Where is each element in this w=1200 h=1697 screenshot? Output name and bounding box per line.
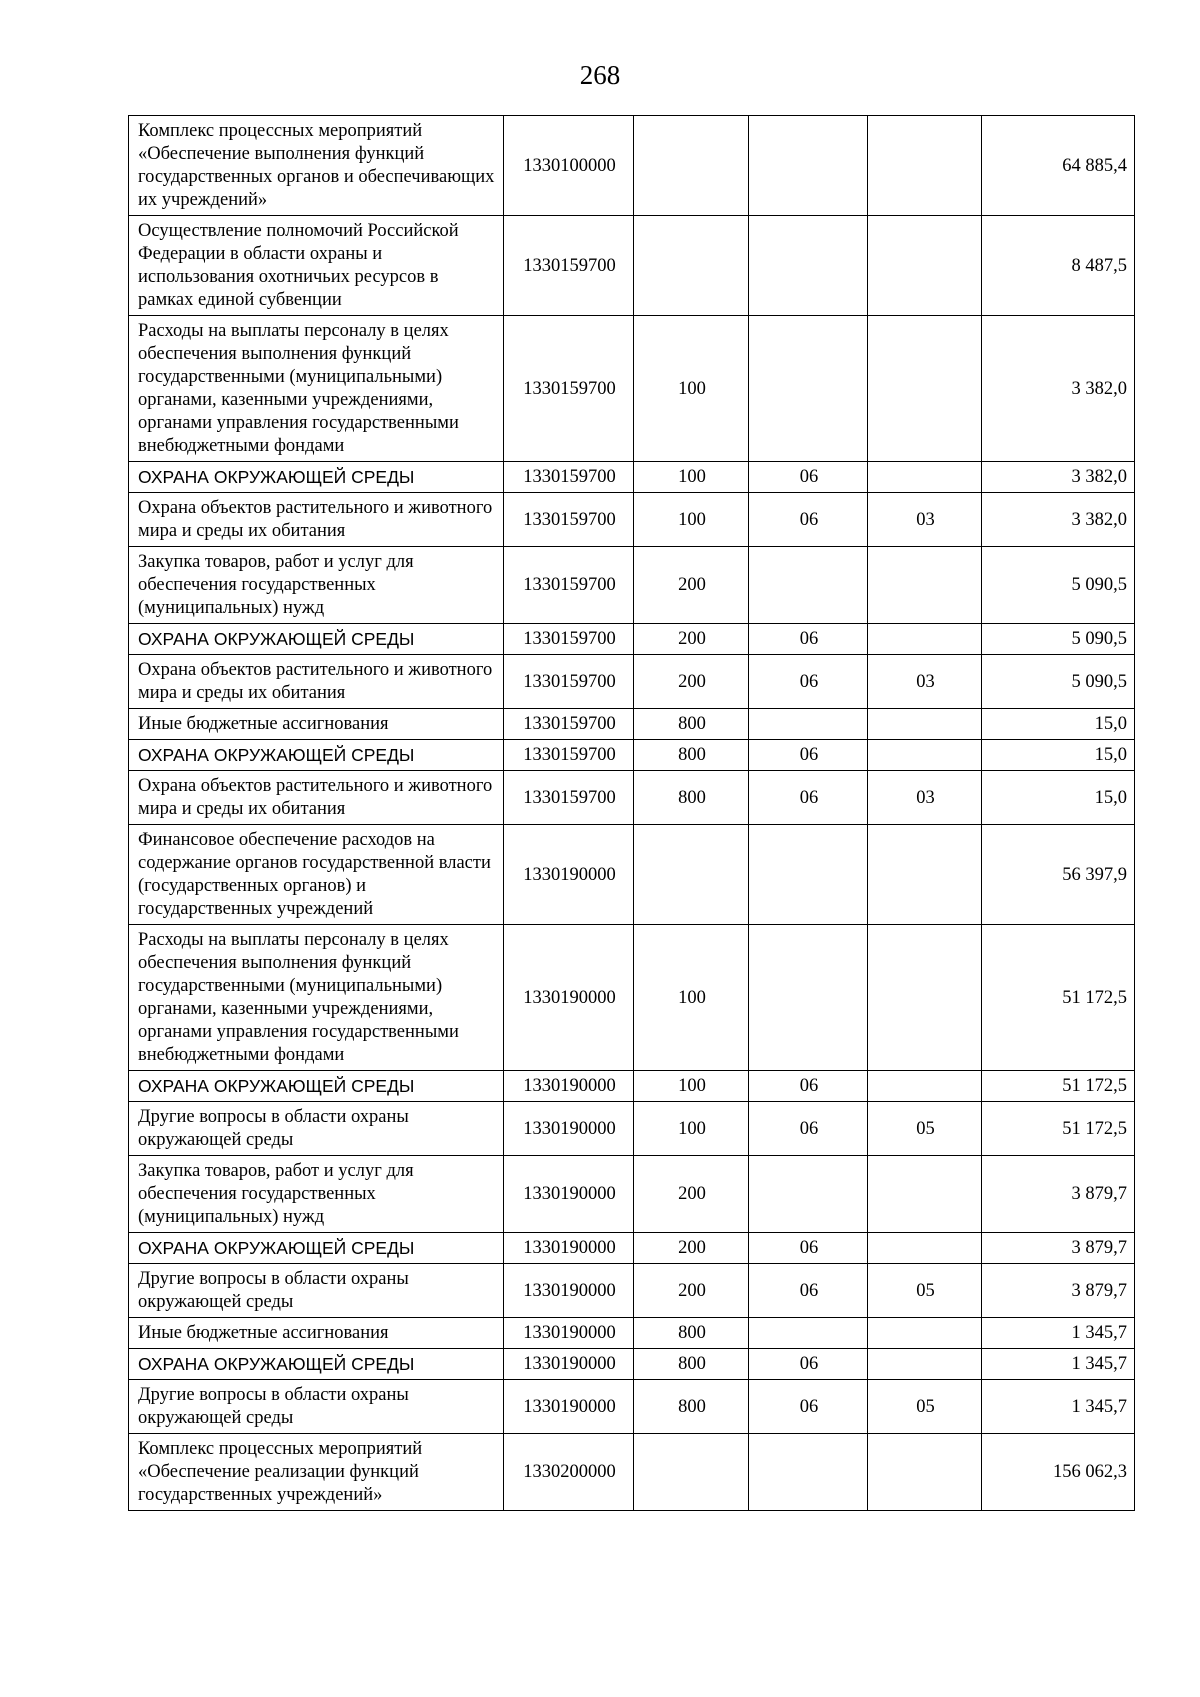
row-amount-cell: 1 345,7 — [982, 1380, 1135, 1434]
row-code-cell: 1330159700 — [504, 547, 634, 624]
row-code-cell: 1330159700 — [504, 493, 634, 547]
row-subsection-cell — [868, 740, 982, 771]
table-row — [129, 1102, 1135, 1156]
row-subsection-cell: 03 — [868, 655, 982, 709]
row-subsection-cell — [868, 1071, 982, 1102]
row-amount-cell: 51 172,5 — [982, 1071, 1135, 1102]
table-row — [129, 1380, 1135, 1434]
row-expense-type-cell: 100 — [634, 1071, 749, 1102]
row-section-cell — [749, 316, 868, 462]
table-row — [129, 1264, 1135, 1318]
row-amount-cell: 51 172,5 — [982, 1102, 1135, 1156]
row-section-cell: 06 — [749, 740, 868, 771]
row-section-cell — [749, 547, 868, 624]
table-row — [129, 547, 1135, 624]
row-code-cell: 1330159700 — [504, 709, 634, 740]
row-expense-type-cell — [634, 825, 749, 925]
table-row — [129, 624, 1135, 655]
row-subsection-cell: 05 — [868, 1102, 982, 1156]
row-name-cell: Другие вопросы в области охраны окружающей среды — [129, 1102, 504, 1156]
row-amount-cell: 1 345,7 — [982, 1318, 1135, 1349]
row-subsection-cell — [868, 462, 982, 493]
row-code-cell: 1330190000 — [504, 1156, 634, 1233]
row-amount-cell: 1 345,7 — [982, 1349, 1135, 1380]
row-expense-type-cell: 100 — [634, 316, 749, 462]
row-subsection-cell — [868, 1434, 982, 1511]
row-amount-cell: 56 397,9 — [982, 825, 1135, 925]
row-name-cell: Охрана объектов растительного и животного мира и среды их обитания — [129, 493, 504, 547]
row-name-cell: Охрана объектов растительного и животного мира и среды их обитания — [129, 655, 504, 709]
row-name-cell: ОХРАНА ОКРУЖАЮЩЕЙ СРЕДЫ — [129, 1233, 504, 1264]
row-amount-cell: 51 172,5 — [982, 925, 1135, 1071]
row-section-cell: 06 — [749, 1380, 868, 1434]
row-subsection-cell — [868, 547, 982, 624]
table-row — [129, 740, 1135, 771]
table-row — [129, 1233, 1135, 1264]
row-expense-type-cell: 800 — [634, 1349, 749, 1380]
row-expense-type-cell: 200 — [634, 1264, 749, 1318]
row-section-cell: 06 — [749, 493, 868, 547]
row-expense-type-cell: 100 — [634, 462, 749, 493]
row-name-cell: Иные бюджетные ассигнования — [129, 709, 504, 740]
row-name-cell: ОХРАНА ОКРУЖАЮЩЕЙ СРЕДЫ — [129, 1071, 504, 1102]
row-section-cell — [749, 825, 868, 925]
row-expense-type-cell: 800 — [634, 1380, 749, 1434]
row-subsection-cell — [868, 1349, 982, 1380]
row-amount-cell: 8 487,5 — [982, 216, 1135, 316]
row-expense-type-cell: 200 — [634, 1233, 749, 1264]
row-code-cell: 1330159700 — [504, 316, 634, 462]
row-section-cell — [749, 1156, 868, 1233]
row-section-cell: 06 — [749, 1264, 868, 1318]
row-code-cell: 1330190000 — [504, 1071, 634, 1102]
row-subsection-cell — [868, 925, 982, 1071]
table-row — [129, 316, 1135, 462]
row-amount-cell: 3 382,0 — [982, 493, 1135, 547]
row-subsection-cell — [868, 1156, 982, 1233]
row-amount-cell: 3 382,0 — [982, 462, 1135, 493]
row-amount-cell: 15,0 — [982, 740, 1135, 771]
row-code-cell: 1330190000 — [504, 1380, 634, 1434]
row-expense-type-cell: 800 — [634, 740, 749, 771]
row-name-cell: Закупка товаров, работ и услуг для обеспечения государственных (муниципальных) нужд — [129, 1156, 504, 1233]
row-name-cell: Расходы на выплаты персоналу в целях обеспечения выполнения функций государственными (муниципальными) органами, казенными учреждениями, органами управления государственными внебюджетными фондами — [129, 925, 504, 1071]
budget-table-body — [129, 116, 1135, 1511]
row-expense-type-cell: 100 — [634, 493, 749, 547]
row-expense-type-cell — [634, 116, 749, 216]
table-row — [129, 1349, 1135, 1380]
table-row — [129, 925, 1135, 1071]
row-expense-type-cell: 800 — [634, 771, 749, 825]
row-code-cell: 1330159700 — [504, 771, 634, 825]
row-expense-type-cell — [634, 1434, 749, 1511]
row-subsection-cell: 03 — [868, 493, 982, 547]
row-code-cell: 1330159700 — [504, 624, 634, 655]
table-row — [129, 216, 1135, 316]
row-name-cell: Комплекс процессных мероприятий «Обеспечение выполнения функций государственных органов и обеспечивающих их учреждений» — [129, 116, 504, 216]
row-subsection-cell — [868, 624, 982, 655]
row-section-cell: 06 — [749, 1233, 868, 1264]
row-code-cell: 1330190000 — [504, 1264, 634, 1318]
table-row — [129, 116, 1135, 216]
row-code-cell: 1330159700 — [504, 462, 634, 493]
row-name-cell: Закупка товаров, работ и услуг для обеспечения государственных (муниципальных) нужд — [129, 547, 504, 624]
table-row — [129, 655, 1135, 709]
row-name-cell: Другие вопросы в области охраны окружающей среды — [129, 1264, 504, 1318]
row-section-cell: 06 — [749, 624, 868, 655]
row-code-cell: 1330159700 — [504, 216, 634, 316]
row-expense-type-cell — [634, 216, 749, 316]
row-subsection-cell — [868, 825, 982, 925]
row-section-cell — [749, 925, 868, 1071]
row-amount-cell: 5 090,5 — [982, 547, 1135, 624]
row-name-cell: Финансовое обеспечение расходов на содержание органов государственной власти (государственных органов) и государственных учреждений — [129, 825, 504, 925]
row-section-cell: 06 — [749, 1349, 868, 1380]
table-row — [129, 709, 1135, 740]
table-row — [129, 1071, 1135, 1102]
row-subsection-cell — [868, 1318, 982, 1349]
row-name-cell: ОХРАНА ОКРУЖАЮЩЕЙ СРЕДЫ — [129, 624, 504, 655]
table-row — [129, 1434, 1135, 1511]
row-expense-type-cell: 200 — [634, 655, 749, 709]
row-expense-type-cell: 800 — [634, 709, 749, 740]
row-amount-cell: 15,0 — [982, 709, 1135, 740]
row-amount-cell: 3 879,7 — [982, 1264, 1135, 1318]
row-code-cell: 1330190000 — [504, 825, 634, 925]
row-amount-cell: 3 879,7 — [982, 1156, 1135, 1233]
row-code-cell: 1330190000 — [504, 1102, 634, 1156]
row-section-cell — [749, 216, 868, 316]
row-section-cell — [749, 1434, 868, 1511]
row-subsection-cell — [868, 1233, 982, 1264]
row-section-cell — [749, 709, 868, 740]
row-code-cell: 1330190000 — [504, 1233, 634, 1264]
row-section-cell: 06 — [749, 1102, 868, 1156]
row-name-cell: Осуществление полномочий Российской Федерации в области охраны и использования охотничьих ресурсов в рамках единой субвенции — [129, 216, 504, 316]
table-row — [129, 462, 1135, 493]
row-section-cell: 06 — [749, 771, 868, 825]
budget-table — [128, 115, 1135, 1511]
row-code-cell: 1330190000 — [504, 1349, 634, 1380]
row-section-cell: 06 — [749, 655, 868, 709]
table-row — [129, 1156, 1135, 1233]
row-subsection-cell — [868, 316, 982, 462]
row-code-cell: 1330100000 — [504, 116, 634, 216]
row-code-cell: 1330159700 — [504, 655, 634, 709]
row-section-cell: 06 — [749, 462, 868, 493]
row-expense-type-cell: 200 — [634, 547, 749, 624]
row-name-cell: ОХРАНА ОКРУЖАЮЩЕЙ СРЕДЫ — [129, 462, 504, 493]
page-number: 268 — [579, 60, 621, 90]
row-amount-cell: 64 885,4 — [982, 116, 1135, 216]
row-name-cell: Расходы на выплаты персоналу в целях обеспечения выполнения функций государственными (муниципальными) органами, казенными учреждениями, органами управления государственными внебюджетными фондами — [129, 316, 504, 462]
table-row — [129, 493, 1135, 547]
row-amount-cell: 156 062,3 — [982, 1434, 1135, 1511]
row-name-cell: ОХРАНА ОКРУЖАЮЩЕЙ СРЕДЫ — [129, 1349, 504, 1380]
row-amount-cell: 15,0 — [982, 771, 1135, 825]
table-row — [129, 1318, 1135, 1349]
row-amount-cell: 3 879,7 — [982, 1233, 1135, 1264]
row-name-cell: ОХРАНА ОКРУЖАЮЩЕЙ СРЕДЫ — [129, 740, 504, 771]
row-code-cell: 1330159700 — [504, 740, 634, 771]
row-subsection-cell: 03 — [868, 771, 982, 825]
row-subsection-cell: 05 — [868, 1264, 982, 1318]
row-section-cell — [749, 1318, 868, 1349]
row-expense-type-cell: 200 — [634, 624, 749, 655]
row-name-cell: Другие вопросы в области охраны окружающей среды — [129, 1380, 504, 1434]
row-expense-type-cell: 100 — [634, 1102, 749, 1156]
table-row — [129, 825, 1135, 925]
row-expense-type-cell: 100 — [634, 925, 749, 1071]
row-amount-cell: 3 382,0 — [982, 316, 1135, 462]
row-name-cell: Иные бюджетные ассигнования — [129, 1318, 504, 1349]
row-subsection-cell — [868, 709, 982, 740]
row-section-cell: 06 — [749, 1071, 868, 1102]
row-subsection-cell — [868, 116, 982, 216]
row-code-cell: 1330200000 — [504, 1434, 634, 1511]
row-subsection-cell — [868, 216, 982, 316]
table-row — [129, 771, 1135, 825]
row-amount-cell: 5 090,5 — [982, 655, 1135, 709]
row-name-cell: Комплекс процессных мероприятий «Обеспечение реализации функций государственных учреждений» — [129, 1434, 504, 1511]
row-section-cell — [749, 116, 868, 216]
row-code-cell: 1330190000 — [504, 925, 634, 1071]
row-code-cell: 1330190000 — [504, 1318, 634, 1349]
row-amount-cell: 5 090,5 — [982, 624, 1135, 655]
row-expense-type-cell: 200 — [634, 1156, 749, 1233]
row-name-cell: Охрана объектов растительного и животного мира и среды их обитания — [129, 771, 504, 825]
row-subsection-cell: 05 — [868, 1380, 982, 1434]
row-expense-type-cell: 800 — [634, 1318, 749, 1349]
